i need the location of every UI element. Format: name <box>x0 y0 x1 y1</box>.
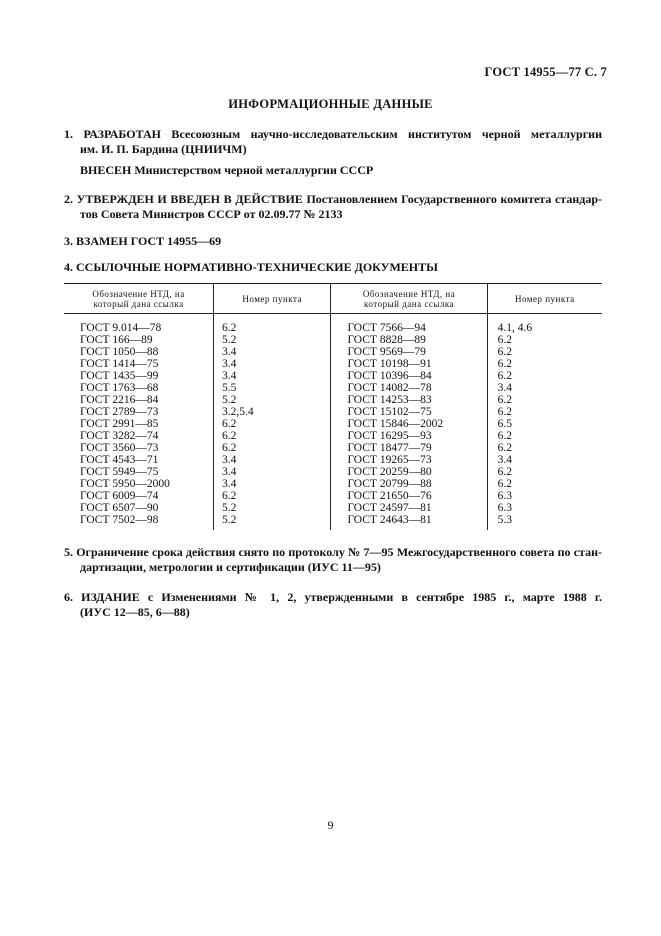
col-header-doc-left: Обозначение НТД, на который дана ссылка <box>64 284 214 314</box>
left-item-cell: 3.2,5.4 <box>222 406 254 418</box>
right-item-cell: 6.3 <box>497 502 512 514</box>
left-item-cell: 6.2 <box>222 322 237 334</box>
table-body-row <box>64 314 602 531</box>
item-references-heading: 4. ССЫЛОЧНЫЕ НОРМАТИВНО-ТЕХНИЧЕСКИЕ ДОКУМЕНТЫ <box>64 260 438 274</box>
left-doc-cell: ГОСТ 1763—68 <box>80 382 159 394</box>
right-doc-cell: ГОСТ 10198—91 <box>347 358 432 370</box>
right-doc-cell: ГОСТ 7566—94 <box>347 322 426 334</box>
left-item-column <box>214 314 331 531</box>
right-item-cell: 6.2 <box>497 430 512 442</box>
right-doc-cell: ГОСТ 16295—93 <box>347 430 432 442</box>
right-item-cell: 6.2 <box>497 334 512 346</box>
right-doc-cell: ГОСТ 24597—81 <box>347 502 432 514</box>
running-head: ГОСТ 14955—77 С. 7 <box>484 65 607 79</box>
left-doc-cell: ГОСТ 5949—75 <box>80 466 159 478</box>
left-item-cell: 3.4 <box>222 346 237 358</box>
left-item-cell: 3.4 <box>222 370 237 382</box>
right-doc-cell: ГОСТ 15846—2002 <box>347 418 444 430</box>
item-developed <box>64 127 602 157</box>
item-developed-line1: 1. РАЗРАБОТАН Всесоюзным научно-исследовательским институтом черной металлургии <box>64 127 602 141</box>
item-approved-line2: тов Совета Министров СССР от 02.09.77 № 2133 <box>80 207 343 221</box>
item-limitation-line1: 5. Ограничение срока действия снято по протоколу № 7—95 Межгосударственного совета по стан- <box>64 545 602 559</box>
right-item-cell: 4.1, 4.6 <box>497 322 533 334</box>
right-doc-cell: ГОСТ 14082—78 <box>347 382 432 394</box>
left-doc-column <box>64 314 214 531</box>
item-limitation <box>64 545 602 575</box>
col-header-item-right: Номер пункта <box>487 284 602 314</box>
item-edition-line1: 6. ИЗДАНИЕ с Изменениями № 1, 2, утвержденными в сентябре 1985 г., марте 1988 г. <box>64 590 602 604</box>
right-item-cell: 6.2 <box>497 346 512 358</box>
left-doc-cell: ГОСТ 2216—84 <box>80 394 159 406</box>
col-header-item-left: Номер пункта <box>214 284 331 314</box>
left-doc-cell: ГОСТ 1435—99 <box>80 370 159 382</box>
left-item-cell: 3.4 <box>222 454 237 466</box>
left-doc-cell: ГОСТ 9.014—78 <box>80 322 162 334</box>
right-doc-cell: ГОСТ 20799—88 <box>347 478 432 490</box>
left-doc-cell: ГОСТ 4543—71 <box>80 454 159 466</box>
left-doc-cell: ГОСТ 166—89 <box>80 334 153 346</box>
left-item-cell: 5.2 <box>222 394 237 406</box>
right-item-cell: 6.2 <box>497 466 512 478</box>
left-item-cell: 6.2 <box>222 442 237 454</box>
left-item-cell: 6.2 <box>222 490 237 502</box>
item-replaced: 3. ВЗАМЕН ГОСТ 14955—69 <box>64 234 222 248</box>
right-doc-column <box>331 314 487 531</box>
right-doc-cell: ГОСТ 18477—79 <box>347 442 432 454</box>
references-table <box>64 283 602 530</box>
left-item-cell: 3.4 <box>222 478 237 490</box>
right-item-cell: 6.2 <box>497 370 512 382</box>
item-edition <box>64 590 602 620</box>
page-number: 9 <box>327 818 334 832</box>
right-doc-cell: ГОСТ 14253—83 <box>347 394 432 406</box>
section-title: ИНФОРМАЦИОННЫЕ ДАННЫЕ <box>228 97 433 111</box>
left-doc-cell: ГОСТ 2789—73 <box>80 406 159 418</box>
right-item-cell: 6.2 <box>497 358 512 370</box>
col-header-doc-right: Обозначение НТД, на который дана ссылка <box>331 284 487 314</box>
right-doc-cell: ГОСТ 9569—79 <box>347 346 426 358</box>
right-item-cell: 6.2 <box>497 442 512 454</box>
item-limitation-line2: дартизации, метрологии и сертификации (ИУС 11—95) <box>80 560 381 574</box>
item-approved-line1: 2. УТВЕРЖДЕН И ВВЕДЕН В ДЕЙСТВИЕ Постановлением Государственного комитета стандар- <box>64 192 602 206</box>
left-item-cell: 6.2 <box>222 418 237 430</box>
right-doc-cell: ГОСТ 19265—73 <box>347 454 432 466</box>
left-item-cell: 5.2 <box>222 334 237 346</box>
right-doc-cell: ГОСТ 10396—84 <box>347 370 432 382</box>
left-item-cell: 6.2 <box>222 430 237 442</box>
table-header-row <box>64 284 602 314</box>
right-doc-cell: ГОСТ 21650—76 <box>347 490 432 502</box>
left-doc-cell: ГОСТ 1050—88 <box>80 346 159 358</box>
left-doc-cell: ГОСТ 1414—75 <box>80 358 159 370</box>
right-item-cell: 6.2 <box>497 394 512 406</box>
item-developed-line2: им. И. П. Бардина (ЦНИИЧМ) <box>80 142 247 156</box>
left-doc-cell: ГОСТ 7502—98 <box>80 514 159 526</box>
right-item-column <box>487 314 602 531</box>
left-doc-cell: ГОСТ 6009—74 <box>80 490 159 502</box>
right-item-cell: 5.3 <box>497 514 512 526</box>
left-doc-cell: ГОСТ 2991—85 <box>80 418 159 430</box>
right-doc-cell: ГОСТ 20259—80 <box>347 466 432 478</box>
left-item-cell: 3.4 <box>222 466 237 478</box>
right-item-cell: 6.5 <box>497 418 512 430</box>
right-doc-cell: ГОСТ 24643—81 <box>347 514 432 526</box>
right-item-cell: 6.2 <box>497 406 512 418</box>
left-doc-cell: ГОСТ 3560—73 <box>80 442 159 454</box>
item-edition-line2: (ИУС 12—85, 6—88) <box>80 605 190 619</box>
left-doc-cell: ГОСТ 6507—90 <box>80 502 159 514</box>
right-doc-cell: ГОСТ 15102—75 <box>347 406 432 418</box>
left-doc-cell: ГОСТ 5950—2000 <box>80 478 170 490</box>
right-item-cell: 3.4 <box>497 382 512 394</box>
left-doc-cell: ГОСТ 3282—74 <box>80 430 159 442</box>
right-item-cell: 3.4 <box>497 454 512 466</box>
left-item-cell: 5.2 <box>222 514 237 526</box>
item-approved <box>64 192 602 222</box>
left-item-cell: 3.4 <box>222 358 237 370</box>
right-item-cell: 6.3 <box>497 490 512 502</box>
left-item-cell: 5.5 <box>222 382 237 394</box>
right-doc-cell: ГОСТ 8828—89 <box>347 334 426 346</box>
right-item-cell: 6.2 <box>497 478 512 490</box>
item-introduced: ВНЕСЕН Министерством черной металлургии СССР <box>80 163 374 177</box>
left-item-cell: 5.2 <box>222 502 237 514</box>
